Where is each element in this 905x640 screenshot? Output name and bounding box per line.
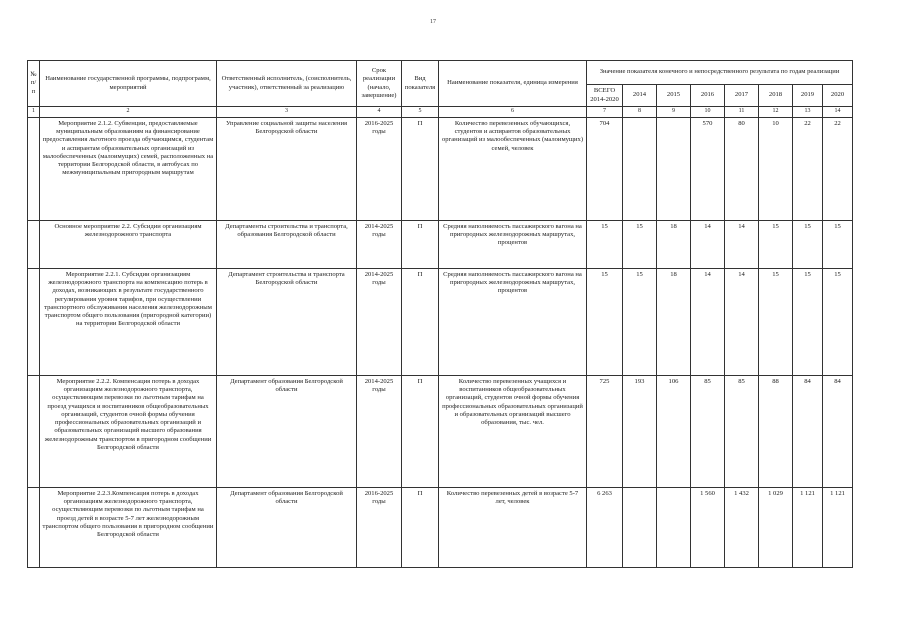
row-year-value: 1 121 (823, 488, 853, 568)
row-total-value: 704 (587, 118, 623, 221)
row-year-value: 85 (725, 376, 759, 488)
column-index: 13 (793, 107, 823, 118)
row-year-value: 1 029 (759, 488, 793, 568)
row-term: 2014-2025 годы (357, 376, 402, 488)
row-name: Мероприятие 2.2.1. Субсидии организациям железнодорожного транспорта на компенсацию потерь в доходах, возникающих в результате государственного регулирования уровня тарифов, при осуществлении транспортного обслуживания населения железнодорожным транспортом общего пользования (пригородной категории) на территории Белгородской области (40, 269, 217, 376)
row-executor: Департамент образования Белгородской области (217, 488, 357, 568)
row-year-value: 193 (623, 376, 657, 488)
row-executor: Департамент образования Белгородской области (217, 376, 357, 488)
row-year-value: 1 560 (691, 488, 725, 568)
row-year-value: 88 (759, 376, 793, 488)
row-total-value: 725 (587, 376, 623, 488)
row-year-value (657, 488, 691, 568)
row-year-value: 84 (823, 376, 853, 488)
page-number: 17 (430, 19, 436, 25)
row-no (28, 118, 40, 221)
row-year-value (623, 488, 657, 568)
row-year-value: 14 (725, 221, 759, 269)
row-year-value (623, 118, 657, 221)
row-year-value: 15 (793, 269, 823, 376)
column-index: 7 (587, 107, 623, 118)
row-year-value: 15 (823, 269, 853, 376)
row-year-value: 18 (657, 269, 691, 376)
table-row (28, 269, 853, 376)
column-index: 14 (823, 107, 853, 118)
header-executor: Ответственный исполнитель, (соисполнитель, участник), ответственный за реализацию (217, 61, 357, 107)
row-term: 2016-2025 годы (357, 118, 402, 221)
row-executor: Департаменты строительства и транспорта, образования Белгородской области (217, 221, 357, 269)
column-index: 6 (439, 107, 587, 118)
row-indicator: Количество перевезенных детей в возрасте 5-7 лет, человек (439, 488, 587, 568)
header-year: 2014 (623, 85, 657, 107)
row-year-value: 85 (691, 376, 725, 488)
header-values-group: Значение показателя конечного и непосредственного результата по годам реализации (587, 61, 853, 85)
row-indicator: Средняя наполняемость пассажирского вагона на пригородных железнодорожных маршрутах, процентов (439, 221, 587, 269)
column-index: 5 (402, 107, 439, 118)
header-year: 2016 (691, 85, 725, 107)
row-kind: П (402, 269, 439, 376)
header-year: 2015 (657, 85, 691, 107)
row-year-value: 1 432 (725, 488, 759, 568)
row-no (28, 376, 40, 488)
row-year-value: 1 121 (793, 488, 823, 568)
row-year-value: 14 (691, 269, 725, 376)
row-name: Мероприятие 2.2.3.Компенсация потерь в доходах организациям железнодорожного транспорта, осуществляющим перевозки по льготным тарифам на проезд детей в возрасте 5-7 лет железнодорожным транспортом общего пользования в пригородном сообщении Белгородской области (40, 488, 217, 568)
program-table (27, 60, 853, 568)
column-index: 10 (691, 107, 725, 118)
header-name: Наименование государственной программы, подпрограмм, мероприятий (40, 61, 217, 107)
row-total-value: 15 (587, 221, 623, 269)
row-year-value: 15 (759, 221, 793, 269)
row-term: 2014-2025 годы (357, 269, 402, 376)
row-year-value: 10 (759, 118, 793, 221)
row-kind: П (402, 118, 439, 221)
row-year-value: 84 (793, 376, 823, 488)
column-index: 4 (357, 107, 402, 118)
header-total: ВСЕГО 2014-2020 (587, 85, 623, 107)
row-no (28, 221, 40, 269)
row-year-value: 14 (725, 269, 759, 376)
row-year-value: 18 (657, 221, 691, 269)
row-year-value: 15 (759, 269, 793, 376)
table-row (28, 376, 853, 488)
row-executor: Департамент строительства и транспорта Белгородской области (217, 269, 357, 376)
row-year-value: 22 (793, 118, 823, 221)
row-indicator: Количество перевезенных учащихся и воспитанников общеобразовательных организаций, студентов очной формы обучения профессиональных образовательных организаций и образовательных организаций высшего образования, тыс. чел. (439, 376, 587, 488)
row-year-value: 80 (725, 118, 759, 221)
column-index: 1 (28, 107, 40, 118)
row-no (28, 269, 40, 376)
row-name: Мероприятие 2.2.2. Компенсация потерь в доходах организациям железнодорожного транспорта, осуществляющим перевозки по льготным тарифам на проезд учащихся и воспитанников общеобразовательных организаций, студентов очной формы обучения профессиональных образовательных организаций и образовательных организаций высшего образования железнодорожным транспортом в пригородном сообщении Белгородской области (40, 376, 217, 488)
row-year-value: 15 (793, 221, 823, 269)
row-kind: П (402, 488, 439, 568)
row-year-value: 570 (691, 118, 725, 221)
column-index-row (28, 107, 853, 118)
column-index: 12 (759, 107, 793, 118)
row-name: Мероприятие 2.1.2. Субвенции, предоставляемые муниципальным образованиям на финансирование предоставления льготного проезда обучающимся, студентам и аспирантам образовательных организаций из малообеспеченных (малоимущих) семей, расположенных на территории Белгородской области, в автобусах по межмуниципальным пригородным маршрутам (40, 118, 217, 221)
row-year-value: 15 (823, 221, 853, 269)
row-year-value: 14 (691, 221, 725, 269)
header-term: Срок реализации (начало, завершение) (357, 61, 402, 107)
header-no: № п/п (28, 61, 40, 107)
row-term: 2016-2025 годы (357, 488, 402, 568)
header-kind: Вид показателя (402, 61, 439, 107)
row-year-value: 15 (623, 221, 657, 269)
column-index: 9 (657, 107, 691, 118)
row-indicator: Количество перевезенных обучающихся, студентов и аспирантов образовательных организаций из малообеспеченных (малоимущих) семей, человек (439, 118, 587, 221)
table-row (28, 118, 853, 221)
table-row (28, 488, 853, 568)
row-term: 2014-2025 годы (357, 221, 402, 269)
column-index: 11 (725, 107, 759, 118)
row-executor: Управление социальной защиты населения Белгородской области (217, 118, 357, 221)
header-year: 2018 (759, 85, 793, 107)
row-year-value: 22 (823, 118, 853, 221)
row-no (28, 488, 40, 568)
column-index: 8 (623, 107, 657, 118)
row-year-value (657, 118, 691, 221)
header-year: 2019 (793, 85, 823, 107)
row-indicator: Средняя наполняемость пассажирского вагона на пригородных железнодорожных маршрутах, процентов (439, 269, 587, 376)
table-row (28, 221, 853, 269)
column-index: 2 (40, 107, 217, 118)
row-kind: П (402, 376, 439, 488)
row-year-value: 15 (623, 269, 657, 376)
row-year-value: 106 (657, 376, 691, 488)
header-indicator: Наименование показателя, единица измерения (439, 61, 587, 107)
header-year: 2017 (725, 85, 759, 107)
row-total-value: 15 (587, 269, 623, 376)
row-kind: П (402, 221, 439, 269)
header-year: 2020 (823, 85, 853, 107)
column-index: 3 (217, 107, 357, 118)
row-name: Основное мероприятие 2.2. Субсидии организациям железнодорожного транспорта (40, 221, 217, 269)
row-total-value: 6 263 (587, 488, 623, 568)
